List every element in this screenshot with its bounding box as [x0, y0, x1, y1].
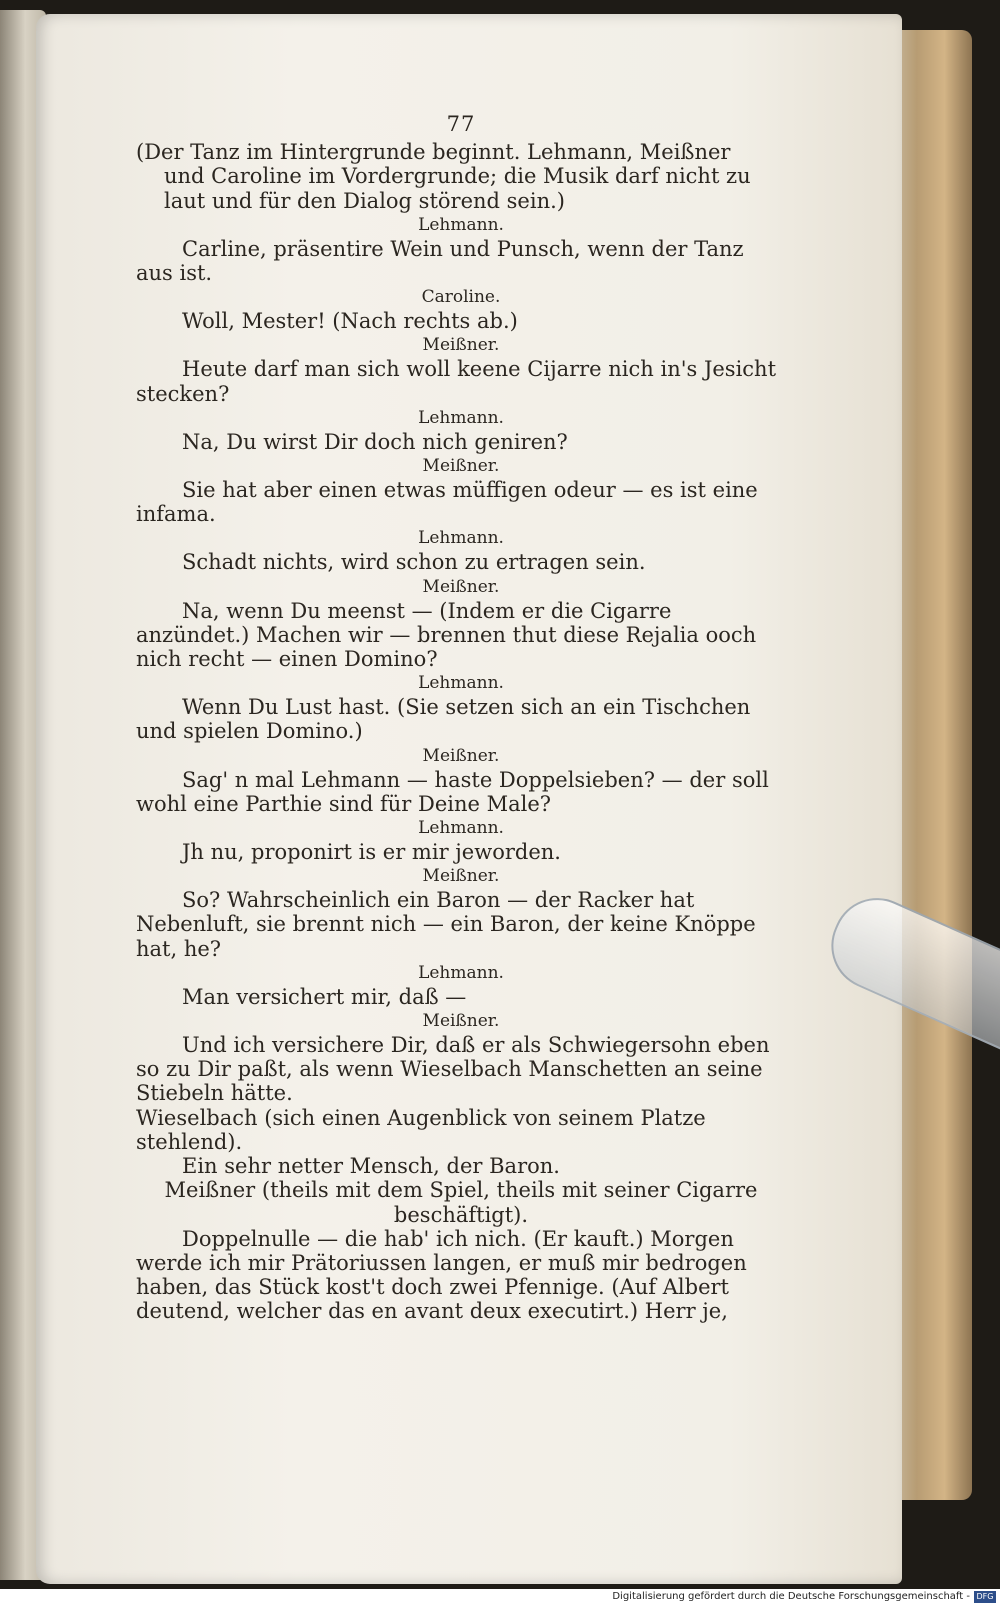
dialogue-line: Schadt nichts, wird schon zu ertragen sein. [182, 550, 646, 575]
stage-direction: laut und für den Dialog störend sein.) [164, 188, 565, 213]
page-text [136, 112, 786, 1324]
dialogue-line: Man versichert mir, daß — [182, 984, 467, 1009]
speaker-name: Lehmann. [418, 962, 504, 983]
dialogue-line: Carline, präsentire Wein und Punsch, wenn der Tanz aus ist. [136, 236, 744, 286]
footer-credit: Digitalisierung gefördert durch die Deutsche Forschungsgemeinschaft - [612, 1591, 970, 1602]
dfg-logo: DFG [974, 1591, 996, 1603]
speaker-name: Lehmann. [418, 673, 504, 694]
speaker-name: Meißner. [422, 456, 500, 477]
speaker-name: Meißner. [422, 576, 500, 597]
speaker-name: Lehmann. [418, 528, 504, 549]
text-lines [136, 140, 786, 1323]
speaker-name: Meißner. [422, 866, 500, 887]
stage-direction: Wieselbach (sich einen Augenblick von seinem Platze stehlend). [136, 1105, 706, 1154]
dialogue-line: Doppelnulle — die hab' ich nich. (Er kauft.) Morgen werde ich mir Prätoriussen langen, er muß mir bedrogen haben, das Stück kost't doch zwei Pfennige. (Auf Albert deutend, welcher das en avant deux executirt.) Herr je, [136, 1226, 747, 1324]
dialogue-line: Heute darf man sich woll keene Cijarre nich in's Jesicht stecken? [136, 357, 777, 406]
dialogue-line: Wenn Du Lust hast. (Sie setzen sich an ein Tischchen und spielen Domino.) [136, 695, 751, 744]
dialogue-line: Jh nu, proponirt is er mir jeworden. [182, 840, 561, 865]
dialogue-line: Na, wenn Du meenst — (Indem er die Cigarre anzündet.) Machen wir — brennen thut diese Rejalia ooch nich recht — einen Domino? [136, 598, 757, 672]
speaker-name: Lehmann. [418, 407, 504, 428]
speaker-name: Meißner. [422, 1011, 500, 1032]
stage-direction: und Caroline im Vordergrunde; die Musik darf nicht zu [164, 164, 751, 189]
dialogue-line: Woll, Mester! (Nach rechts ab.) [182, 309, 518, 334]
speaker-name: Meißner. [422, 335, 500, 356]
dialogue-line: Und ich versichere Dir, daß er als Schwiegersohn eben so zu Dir paßt, als wenn Wieselbach Manschetten an seine Stiebeln hätte. [136, 1033, 770, 1106]
speaker-name: Lehmann. [418, 214, 504, 235]
dialogue-line: Na, Du wirst Dir doch nich geniren? [182, 429, 568, 454]
dialogue-line: Sag' n mal Lehmann — haste Doppelsieben? — der soll wohl eine Parthie sind für Deine Male? [136, 767, 769, 816]
stage-direction: (Der Tanz im Hintergrunde beginnt. Lehmann, Meißner [136, 140, 731, 165]
dialogue-line: So? Wahrscheinlich ein Baron — der Racker hat Nebenluft, sie brennt nich — ein Baron, der keine Knöppe hat, he? [136, 888, 756, 961]
speaker-direction: Meißner (theils mit dem Spiel, theils mit seiner Cigarre beschäftigt). [164, 1178, 758, 1227]
page-number: 77 [446, 112, 476, 136]
dialogue-line: Sie hat aber einen etwas müffigen odeur — es ist eine infama. [136, 478, 758, 527]
speaker-name: Caroline. [421, 287, 501, 308]
footer-bar [0, 1589, 1000, 1605]
dialogue-line: Ein sehr netter Mensch, der Baron. [182, 1154, 560, 1179]
speaker-name: Meißner. [422, 745, 500, 766]
speaker-name: Lehmann. [418, 818, 504, 839]
